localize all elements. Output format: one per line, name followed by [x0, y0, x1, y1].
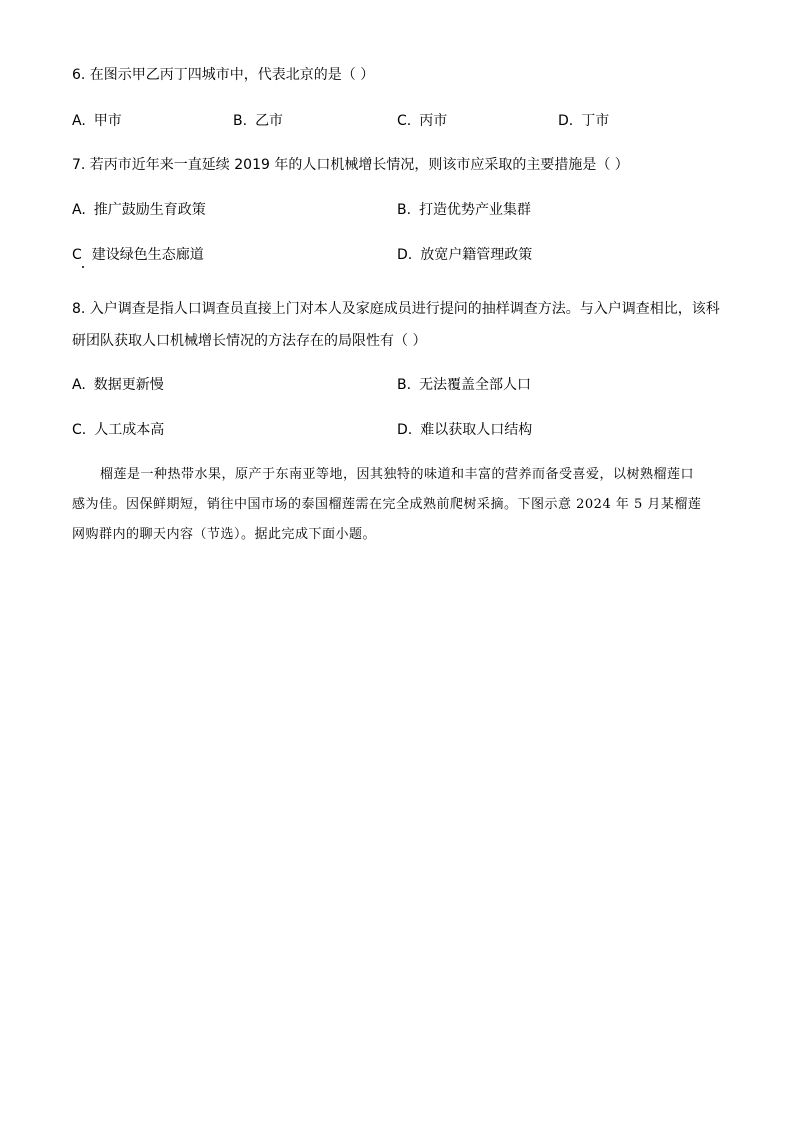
q8-option-d[interactable]	[397, 421, 532, 439]
option-letter: A.	[72, 113, 86, 129]
question-6-stem: 6. 在图示甲乙丙丁四城市中，代表北京的是（ ）	[72, 67, 375, 83]
question-7-stem: 7. 若丙市近年来一直延续 2019 年的人口机械增长情况，则该市应采取的主要措施是（ ）	[72, 157, 629, 173]
option-letter: A.	[72, 202, 86, 218]
question-8-stem-line-1: 8. 入户调查是指人口调查员直接上门对本人及家庭成员进行提问的抽样调查方法。与入户调查相比，该科	[72, 301, 720, 317]
option-text: 打造优势产业集群	[419, 202, 532, 218]
q7-option-c[interactable]	[72, 246, 204, 264]
option-text: 乙市	[255, 113, 284, 129]
q7-option-d[interactable]	[397, 246, 532, 264]
option-letter: D.	[558, 113, 574, 129]
option-text: 人工成本高	[94, 422, 165, 438]
q7-option-a[interactable]	[72, 201, 206, 219]
option-letter: D.	[397, 247, 413, 263]
q8-option-c[interactable]	[72, 421, 164, 439]
option-letter: C.	[72, 422, 87, 438]
option-letter: B.	[397, 202, 412, 218]
option-letter: C.	[397, 113, 412, 129]
q6-option-b[interactable]	[233, 112, 283, 130]
option-letter: B.	[397, 377, 412, 393]
passage-line-1: 榴莲是一种热带水果，原产于东南亚等地，因其独特的味道和丰富的营养而备受喜爱，以树熟榴莲口	[100, 467, 695, 482]
q6-option-d[interactable]	[558, 112, 609, 130]
option-text: 无法覆盖全部人口	[419, 377, 532, 393]
option-letter: C	[72, 247, 82, 263]
q7-option-b[interactable]	[397, 201, 531, 219]
passage-line-2: 感为佳。因保鲜期短，销往中国市场的泰国榴莲需在完全成熟前爬树采摘。下图示意 2024 年 5 月某榴莲	[72, 497, 702, 512]
option-text: 建设绿色生态廊道	[91, 247, 204, 263]
option-text: 甲市	[93, 113, 122, 129]
option-text: 丁市	[581, 113, 610, 129]
option-text: 丙市	[419, 113, 448, 129]
q6-option-c[interactable]	[397, 112, 447, 130]
q6-option-a[interactable]	[72, 112, 122, 130]
q8-option-b[interactable]	[397, 376, 531, 394]
stray-dot	[82, 266, 84, 268]
option-text: 推广鼓励生育政策	[93, 202, 206, 218]
option-text: 放宽户籍管理政策	[420, 247, 533, 263]
q8-option-a[interactable]	[72, 376, 164, 394]
question-8-stem-line-2: 研团队获取人口机械增长情况的方法存在的局限性有（ ）	[72, 333, 427, 349]
option-letter: B.	[233, 113, 248, 129]
passage-line-3: 网购群内的聊天内容（节选）。据此完成下面小题。	[72, 527, 377, 542]
option-text: 数据更新慢	[93, 377, 164, 393]
option-letter: A.	[72, 377, 86, 393]
option-text: 难以获取人口结构	[420, 422, 533, 438]
option-letter: D.	[397, 422, 413, 438]
